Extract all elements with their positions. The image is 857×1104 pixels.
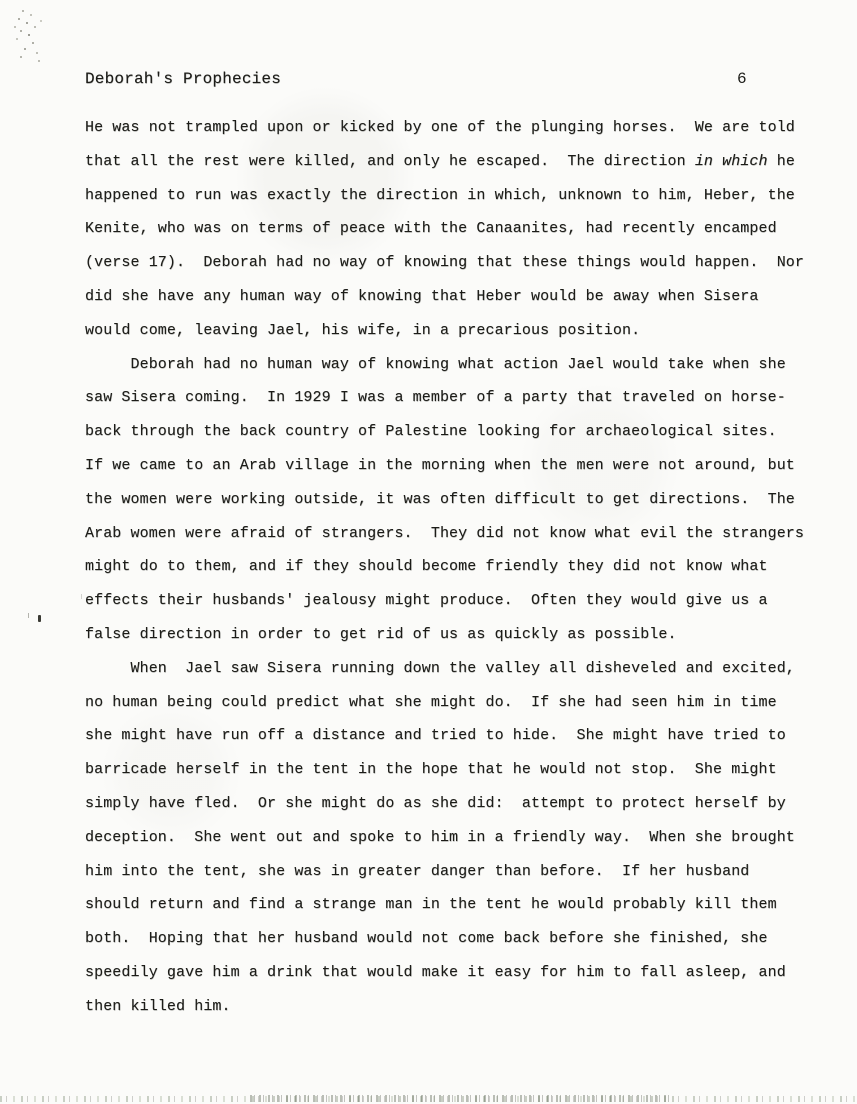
text-line: (verse 17). Deborah had no way of knowing that these things would happen. Nor [85,254,805,272]
text-line: happened to run was exactly the direction in which, unknown to him, Heber, the [85,186,795,204]
text-line: simply have fled. Or she might do as she did: attempt to protect herself by [85,794,786,812]
document-body [85,111,805,1024]
text-line: she might have run off a distance and tried to hide. She might have tried to [85,727,786,745]
text-line: then killed him. [85,997,231,1015]
text-line: If we came to an Arab village in the morning when the men were not around, but [85,456,795,474]
text-line: that all the rest were killed, and only he escaped. The direction in which he [85,152,795,170]
text-line: him into the tent, she was in greater danger than before. If her husband [85,862,750,880]
text-line: When Jael saw Sisera running down the valley all disheveled and excited, [85,659,795,677]
text-line: the women were working outside, it was often difficult to get directions. The [85,490,795,508]
text-line: false direction in order to get rid of us as quickly as possible. [85,625,677,643]
page-header [85,70,772,94]
text-line: Kenite, who was on terms of peace with the Canaanites, had recently encamped [85,220,777,238]
text-line: back through the back country of Palestine looking for archaeological sites. [85,423,777,441]
text-line: deception. She went out and spoke to him in a friendly way. When she brought [85,828,795,846]
text-line: would come, leaving Jael, his wife, in a precarious position. [85,321,641,339]
text-line: Arab women were afraid of strangers. They did not know what evil the strangers [85,524,805,542]
text-line: did she have any human way of knowing that Heber would be away when Sisera [85,287,759,305]
text-line: speedily gave him a drink that would make it easy for him to fall asleep, and [85,963,786,981]
text-line: Deborah had no human way of knowing what action Jael would take when she [85,355,786,373]
scan-speckle-artifact [0,0,2,2]
text-line: no human being could predict what she might do. If she had seen him in time [85,693,777,711]
text-line: both. Hoping that her husband would not come back before she finished, she [85,930,768,948]
text-line: should return and find a strange man in the tent he would probably kill them [85,896,777,914]
text-line: might do to them, and if they should become friendly they did not know what [85,558,768,576]
text-line: barricade herself in the tent in the hope that he would not stop. She might [85,761,777,779]
scan-speck-artifact [38,615,41,622]
text-line: saw Sisera coming. In 1929 I was a member of a party that traveled on horse- [85,389,786,407]
text-line: effects their husbands' jealousy might produce. Often they would give us a [85,592,768,610]
text-line: He was not trampled upon or kicked by one of the plunging horses. We are told [85,119,795,136]
document-title: Deborah's Prophecies [85,70,282,88]
scan-edge-noise-dense [250,1095,670,1102]
page-number: 6 [737,70,747,88]
